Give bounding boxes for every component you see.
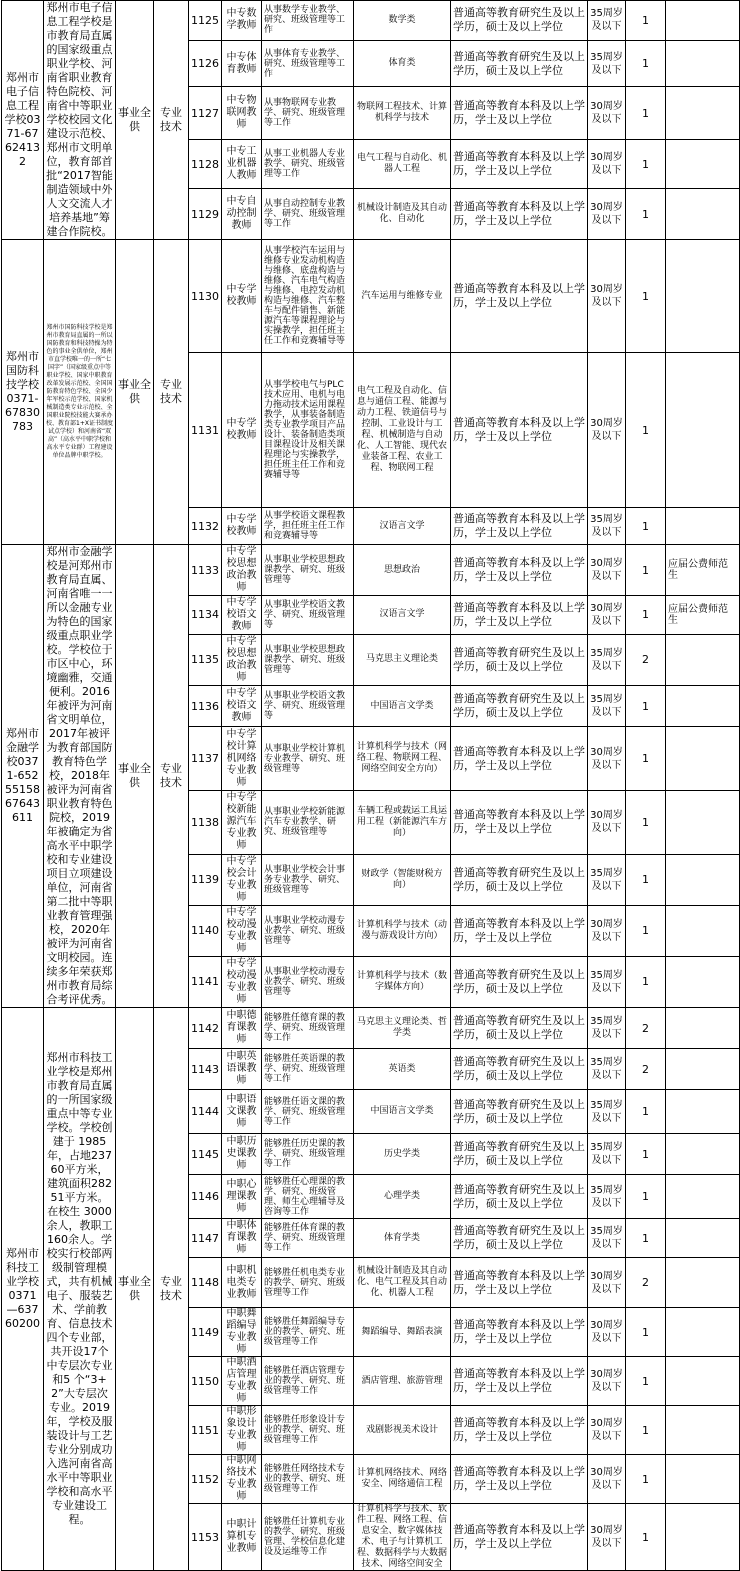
age-requirement: 30周岁及以下 [588,1504,626,1571]
major-requirement: 汽车运用与维修专业 [354,240,451,353]
age-requirement: 30周岁及以下 [588,353,626,508]
unit-intro: 郑州市电子信息工程学校是市教育局直属的国家级重点职业学校、河南省职业教育特色院校、河南省中等职业学校校园文化建设示范校、郑州市文明单位，教育部首批“2017智能制造领域中外人文交流人才培养基地”筹建合作院校。 [44,1,116,240]
education-requirement: 普通高等教育本科及以上学历，学士及以上学位 [451,1308,588,1357]
remark [666,1008,740,1049]
age-requirement: 30周岁及以下 [588,905,626,956]
major-requirement: 机械设计制造及其自动化、自动化 [354,189,451,240]
post-category: 专业技术 [154,1,189,240]
post-code: 1140 [189,905,222,956]
remark [666,1049,740,1090]
post-duty: 能够胜任舞蹈编导专业的教学、研究、班级管理等工作 [262,1308,354,1357]
post-name: 中专学校计算机网络专业教师 [222,727,262,791]
education-requirement: 普通高等教育本科及以上学历，学士及以上学位 [451,140,588,189]
remark [666,353,740,508]
hiring-count: 1 [626,1219,666,1258]
education-requirement: 普通高等教育本科及以上学历，学士及以上学位 [451,905,588,956]
post-name: 中职德育课教师 [222,1008,262,1049]
age-requirement: 30周岁及以下 [588,87,626,140]
education-requirement: 普通高等教育本科及以上学历，学士及以上学位 [451,545,588,596]
post-name: 中专学校动漫专业教师 [222,956,262,1007]
hiring-count: 2 [626,1049,666,1090]
remark [666,1,740,41]
remark [666,1357,740,1406]
major-requirement: 数学类 [354,1,451,41]
major-requirement: 财政学（智能财税方向） [354,854,451,905]
major-requirement: 中国语言文学类 [354,1090,451,1134]
post-name: 中职酒店管理专业教师 [222,1357,262,1406]
post-code: 1135 [189,634,222,685]
post-name: 中职舞蹈编导专业教师 [222,1308,262,1357]
unit-intro: 郑州市国防科技学校是郑州市教育局直属的一所以国防教育和科技特操为特色的事业全供单位，郑州市直学校唯一的一所“七国字”（国家级重点中等职业学校、国家中职教育改革发展示范校、全国国防教育特色学校、全国少年军校示范学校、国家机械制造类专业示范校、全国职业院校技能大赛承办校、教育部1+X证书制度试点学校）和河南省“双高”（高水平中职学校和高水平专业群）工程建设单位品牌中职学校。 [44,240,116,545]
major-requirement: 计算机科学与技术（网络工程、物联网工程、网络空间安全方向） [354,727,451,791]
education-requirement: 普通高等教育本科及以上学历，学士及以上学位 [451,1455,588,1504]
funding-type: 事业全供 [116,1,154,240]
post-name: 中职体育课教师 [222,1219,262,1258]
major-requirement: 车辆工程或载运工具运用工程（新能源汽车方向） [354,791,451,855]
post-name: 中专学校教师 [222,353,262,508]
age-requirement: 30周岁及以下 [588,140,626,189]
post-code: 1128 [189,140,222,189]
post-duty: 从事工业机器人专业教学、研究、班级管理等工作 [262,140,354,189]
post-duty: 从事自动控制专业教学、研究、班级管理等工作 [262,189,354,240]
age-requirement: 35周岁及以下 [588,508,626,545]
post-name: 中专学校思想政治教师 [222,545,262,596]
post-duty: 能够胜任形象设计专业的教学、研究、班级管理等工作 [262,1406,354,1455]
hiring-count: 1 [626,40,666,86]
post-code: 1151 [189,1406,222,1455]
post-duty: 从事职业学校思想政课教学、研究、班级管理等 [262,634,354,685]
major-requirement: 计算机网络技术、网络安全、网络通信工程 [354,1455,451,1504]
post-duty: 能够胜任机电类专业的教学、研究、班级管理等工作 [262,1258,354,1308]
post-duty: 能够胜任语文课的教学、研究、班级管理等工作 [262,1090,354,1134]
hiring-count: 1 [626,1090,666,1134]
education-requirement: 普通高等教育研究生及以上学历，硕士及以上学位 [451,1049,588,1090]
post-name: 中专学校语文教师 [222,685,262,727]
age-requirement: 35周岁及以下 [588,956,626,1007]
post-duty: 能够胜任历史课的教学、研究、班级管理等工作 [262,1134,354,1175]
education-requirement: 普通高等教育本科及以上学历，学士及以上学位 [451,1504,588,1571]
table-row [2,1,740,41]
age-requirement: 35周岁及以下 [588,1175,626,1219]
age-requirement: 30周岁及以下 [588,1308,626,1357]
post-duty: 能够胜任网络技术专业的教学、研究、班级管理等工作 [262,1455,354,1504]
major-requirement: 心理学类 [354,1175,451,1219]
remark [666,508,740,545]
remark [666,1175,740,1219]
post-duty: 从事学校汽车运用与维修专业发动机构造与维修、底盘构造与维修、汽车电气构造与维修、电控发动机构造与维修、汽车整车与配件销售、新能源汽车等课程理论与实操教学，担任班主任工作和竞赛辅导等 [262,240,354,353]
post-duty: 能够胜任计算机专业的教学、研究、班级管理、学校信息化建设及运维等工作 [262,1504,354,1571]
post-name: 中专学校思想政治教师 [222,634,262,685]
funding-type: 事业全供 [116,1008,154,1571]
recruitment-table [1,0,740,1571]
remark: 应届公费师范生 [666,545,740,596]
post-code: 1132 [189,508,222,545]
unit-name: 郑州市电子信息工程学校0371-67624132 [2,1,44,240]
remark [666,854,740,905]
major-requirement: 电气工程及自动化、信息与通信工程、能源与动力工程、铁道信号与控制、工业设计与工程、机械制造与自动化、人工智能、现代农业装备工程、农业工程、物联网工程 [354,353,451,508]
major-requirement: 体育学类 [354,1219,451,1258]
major-requirement: 汉语言文学 [354,596,451,635]
hiring-count: 1 [626,905,666,956]
post-code: 1127 [189,87,222,140]
post-name: 中专学校动漫专业教师 [222,905,262,956]
major-requirement: 思想政治 [354,545,451,596]
age-requirement: 30周岁及以下 [588,1258,626,1308]
age-requirement: 35周岁及以下 [588,1049,626,1090]
hiring-count: 1 [626,1406,666,1455]
remark: 应届公费师范生 [666,596,740,635]
post-name: 中专数学教师 [222,1,262,41]
education-requirement: 普通高等教育研究生及以上学历，硕士及以上学位 [451,634,588,685]
education-requirement: 普通高等教育研究生及以上学历，硕士及以上学位 [451,854,588,905]
hiring-count: 1 [626,87,666,140]
post-duty: 从事职业学校语文教学、研究、班级管理等 [262,596,354,635]
age-requirement: 35周岁及以下 [588,1008,626,1049]
post-duty: 能够胜任酒店管理专业的教学、研究、班级管理等工作 [262,1357,354,1406]
education-requirement: 普通高等教育本科及以上学历，学士及以上学位 [451,727,588,791]
hiring-count: 1 [626,1504,666,1571]
age-requirement: 30周岁及以下 [588,240,626,353]
post-code: 1153 [189,1504,222,1571]
age-requirement: 35周岁及以下 [588,1219,626,1258]
age-requirement: 35周岁及以下 [588,1,626,41]
post-duty: 从事职业学校语文教学、研究、班级管理等 [262,685,354,727]
remark [666,1134,740,1175]
education-requirement: 普通高等教育研究生及以上学历，硕士及以上学位 [451,1175,588,1219]
remark [666,905,740,956]
post-name: 中职心理课教师 [222,1175,262,1219]
major-requirement: 电气工程与自动化、机器人工程 [354,140,451,189]
hiring-count: 1 [626,727,666,791]
major-requirement: 马克思主义理论类 [354,634,451,685]
age-requirement: 30周岁及以下 [588,596,626,635]
education-requirement: 普通高等教育研究生及以上学历，硕士及以上学位 [451,1008,588,1049]
post-code: 1139 [189,854,222,905]
hiring-count: 1 [626,1455,666,1504]
age-requirement: 30周岁及以下 [588,1406,626,1455]
post-code: 1133 [189,545,222,596]
major-requirement: 汉语言文学 [354,508,451,545]
post-name: 中专物联网教师 [222,87,262,140]
major-requirement: 戏剧影视美术设计 [354,1406,451,1455]
post-code: 1145 [189,1134,222,1175]
education-requirement: 普通高等教育研究生及以上学历，硕士及以上学位 [451,1090,588,1134]
post-name: 中职形象设计专业教师 [222,1406,262,1455]
hiring-count: 1 [626,1175,666,1219]
major-requirement: 机械设计制造及其自动化、电气工程及其自动化、机器人工程 [354,1258,451,1308]
hiring-count: 1 [626,854,666,905]
education-requirement: 普通高等教育研究生及以上学历，硕士及以上学位 [451,685,588,727]
post-name: 中职机电类专业教师 [222,1258,262,1308]
hiring-count: 2 [626,1008,666,1049]
post-name: 中专学校教师 [222,240,262,353]
post-code: 1134 [189,596,222,635]
hiring-count: 1 [626,1,666,41]
hiring-count: 1 [626,1134,666,1175]
education-requirement: 普通高等教育本科及以上学历，学士及以上学位 [451,240,588,353]
age-requirement: 30周岁及以下 [588,727,626,791]
table-row [2,1008,740,1049]
remark [666,189,740,240]
post-name: 中专学校会计专业教师 [222,854,262,905]
post-duty: 能够胜任英语课的教学、研究、班级管理等工作 [262,1049,354,1090]
remark [666,1455,740,1504]
major-requirement: 酒店管理、旅游管理 [354,1357,451,1406]
post-duty: 从事物联网专业教学、研究、班级管理等工作 [262,87,354,140]
remark [666,727,740,791]
major-requirement: 英语类 [354,1049,451,1090]
post-duty: 从事职业学校动漫专业教学、研究、班级管理等 [262,905,354,956]
remark [666,240,740,353]
post-code: 1130 [189,240,222,353]
education-requirement: 普通高等教育研究生及以上学历，硕士及以上学位 [451,1219,588,1258]
post-code: 1146 [189,1175,222,1219]
hiring-count: 1 [626,685,666,727]
unit-name: 郑州市科技工业学校0371—63760200 [2,1008,44,1571]
education-requirement: 普通高等教育研究生及以上学历，硕士及以上学位 [451,1,588,41]
hiring-count: 2 [626,1258,666,1308]
age-requirement: 35周岁及以下 [588,40,626,86]
post-code: 1126 [189,40,222,86]
post-name: 中专自动控制教师 [222,189,262,240]
post-duty: 从事体育专业教学、研究、班级管理等工作 [262,40,354,86]
age-requirement: 30周岁及以下 [588,1357,626,1406]
post-duty: 从事职业学校新能源汽车专业教学、研究、班级管理等 [262,791,354,855]
remark [666,956,740,1007]
post-code: 1138 [189,791,222,855]
post-code: 1144 [189,1090,222,1134]
major-requirement: 计算机科学与技术（动漫与游戏设计方向） [354,905,451,956]
post-code: 1125 [189,1,222,41]
education-requirement: 普通高等教育本科及以上学历，学士及以上学位 [451,1258,588,1308]
post-duty: 能够胜任德育课的教学、研究、班级管理等工作 [262,1008,354,1049]
age-requirement: 35周岁及以下 [588,634,626,685]
post-code: 1137 [189,727,222,791]
hiring-count: 1 [626,240,666,353]
age-requirement: 35周岁及以下 [588,1090,626,1134]
hiring-count: 1 [626,140,666,189]
major-requirement: 历史学类 [354,1134,451,1175]
post-name: 中职历史课教师 [222,1134,262,1175]
major-requirement: 体育类 [354,40,451,86]
post-category: 专业技术 [154,545,189,1008]
post-duty: 能够胜任心理课的教学、研究、班级管理、师生心理辅导及咨询等工作 [262,1175,354,1219]
remark [666,1406,740,1455]
post-code: 1148 [189,1258,222,1308]
table-row [2,240,740,353]
hiring-count: 1 [626,189,666,240]
unit-name: 郑州市金融学校0371-65255158 67643611 [2,545,44,1008]
post-name: 中专学校语文教师 [222,596,262,635]
hiring-count: 1 [626,956,666,1007]
post-duty: 从事职业学校思想政课教学、研究、班级管理等 [262,545,354,596]
major-requirement: 物联网工程技术、计算机科学与技术 [354,87,451,140]
education-requirement: 普通高等教育研究生及以上学历，硕士及以上学位 [451,956,588,1007]
remark [666,1219,740,1258]
hiring-count: 2 [626,634,666,685]
education-requirement: 普通高等教育本科及以上学历，学士及以上学位 [451,508,588,545]
major-requirement: 中国语言文学类 [354,685,451,727]
remark [666,1504,740,1571]
post-code: 1147 [189,1219,222,1258]
post-code: 1136 [189,685,222,727]
major-requirement: 计算机科学与技术、软件工程、网络工程、信息安全、数字媒体技术、电子与计算机工程、数据科学与大数据技术、网络空间安全 [354,1504,451,1571]
hiring-count: 1 [626,596,666,635]
education-requirement: 普通高等教育本科及以上学历，学士及以上学位 [451,353,588,508]
hiring-count: 1 [626,1308,666,1357]
post-name: 中专学校新能源汽车专业教师 [222,791,262,855]
age-requirement: 30周岁及以下 [588,545,626,596]
post-category: 专业技术 [154,1008,189,1571]
post-duty: 从事数学专业教学、研究、班级管理等工作 [262,1,354,41]
post-name: 中专学校教师 [222,508,262,545]
post-duty: 能够胜任体育课的教学、研究、班级管理等工作 [262,1219,354,1258]
age-requirement: 35周岁及以下 [588,1134,626,1175]
major-requirement: 马克思主义理论类、哲学类 [354,1008,451,1049]
hiring-count: 1 [626,353,666,508]
unit-intro: 郑州市科技工业学校是郑州市教育局直属的一所国家级重点中等专业学校。学校创建于 1985年，占地23760平方米，建筑面积28251平方米。在校生 3000余人，教职工160余人。学校实行校部两级制管理模式，共有机械电子、服装艺术、学前教育、信息技术四个专业部，共开设17个中专层次专业和5 个“3+2”大专层次专业。2019年，学校及服装设计与工艺专业分别成功入选河南省高水平中等职业学校和高水平专业建设工程。 [44,1008,116,1571]
post-code: 1152 [189,1455,222,1504]
remark [666,87,740,140]
age-requirement: 35周岁及以下 [588,854,626,905]
post-name: 中专工业机器人教师 [222,140,262,189]
remark [666,634,740,685]
post-code: 1131 [189,353,222,508]
education-requirement: 普通高等教育研究生及以上学历，硕士及以上学位 [451,40,588,86]
age-requirement: 30周岁及以下 [588,1455,626,1504]
age-requirement: 35周岁及以下 [588,685,626,727]
post-duty: 从事职业学校动漫专业教学、研究、班级管理等 [262,956,354,1007]
remark [666,40,740,86]
remark [666,140,740,189]
major-requirement: 计算机科学与技术（数字媒体方向） [354,956,451,1007]
major-requirement: 舞蹈编导、舞蹈表演 [354,1308,451,1357]
table-row [2,545,740,596]
hiring-count: 1 [626,791,666,855]
education-requirement: 普通高等教育本科及以上学历，学士及以上学位 [451,596,588,635]
post-code: 1143 [189,1049,222,1090]
post-code: 1149 [189,1308,222,1357]
post-name: 中职网络技术专业教师 [222,1455,262,1504]
hiring-count: 1 [626,545,666,596]
post-code: 1150 [189,1357,222,1406]
funding-type: 事业全供 [116,240,154,545]
remark [666,1090,740,1134]
post-code: 1129 [189,189,222,240]
education-requirement: 普通高等教育本科及以上学历，学士及以上学位 [451,189,588,240]
post-duty: 从事学校电气与PLC技术应用、电机与电力拖动技术运用课程教学，从事装备制造类专业教学项目产品设计、装备制造类项目课程设计及相关课程理论与实操教学，担任班主任工作和竞赛辅导等 [262,353,354,508]
hiring-count: 1 [626,508,666,545]
age-requirement: 30周岁及以下 [588,791,626,855]
post-name: 中职计算机专业教师 [222,1504,262,1571]
funding-type: 事业全供 [116,545,154,1008]
unit-intro: 郑州市金融学校是河郑州市教育局直属、河南省唯一一所以金融专业为特色的国家级重点职业学校。学校位于市区中心，环境幽雅，交通便利。2016年被评为河南省文明单位，2017年被评为教育部国防教育特色学校，2018年被评为河南省职业教育特色院校，2019年被确定为省高水平中职学校和专业建设项目立项建设单位，河南省第二批中等职业教育管理强校，2020年被评为河南省文明校园。连续多年荣获郑州市教育局综合考评优秀。 [44,545,116,1008]
post-duty: 从事学校语文课程教学，担任班主任工作和竞赛辅导等 [262,508,354,545]
hiring-count: 1 [626,1357,666,1406]
remark [666,1308,740,1357]
age-requirement: 30周岁及以下 [588,189,626,240]
education-requirement: 普通高等教育研究生及以上学历，硕士及以上学位 [451,1134,588,1175]
post-code: 1141 [189,956,222,1007]
education-requirement: 普通高等教育本科及以上学历，学士及以上学位 [451,1406,588,1455]
post-duty: 从事职业学校计算机专业教学、研究、班级管理等 [262,727,354,791]
post-category: 专业技术 [154,240,189,545]
post-duty: 从事职业学校会计事务专业教学、研究、班级管理等 [262,854,354,905]
remark [666,1258,740,1308]
remark [666,791,740,855]
post-code: 1142 [189,1008,222,1049]
unit-name: 郑州市国防科技学校0371-67830783 [2,240,44,545]
education-requirement: 普通高等教育本科及以上学历，学士及以上学位 [451,1357,588,1406]
post-name: 中专体育教师 [222,40,262,86]
post-name: 中职英语课教师 [222,1049,262,1090]
education-requirement: 普通高等教育本科及以上学历，学士及以上学位 [451,87,588,140]
education-requirement: 普通高等教育本科及以上学历，学士及以上学位 [451,791,588,855]
remark [666,685,740,727]
post-name: 中职语文课教师 [222,1090,262,1134]
